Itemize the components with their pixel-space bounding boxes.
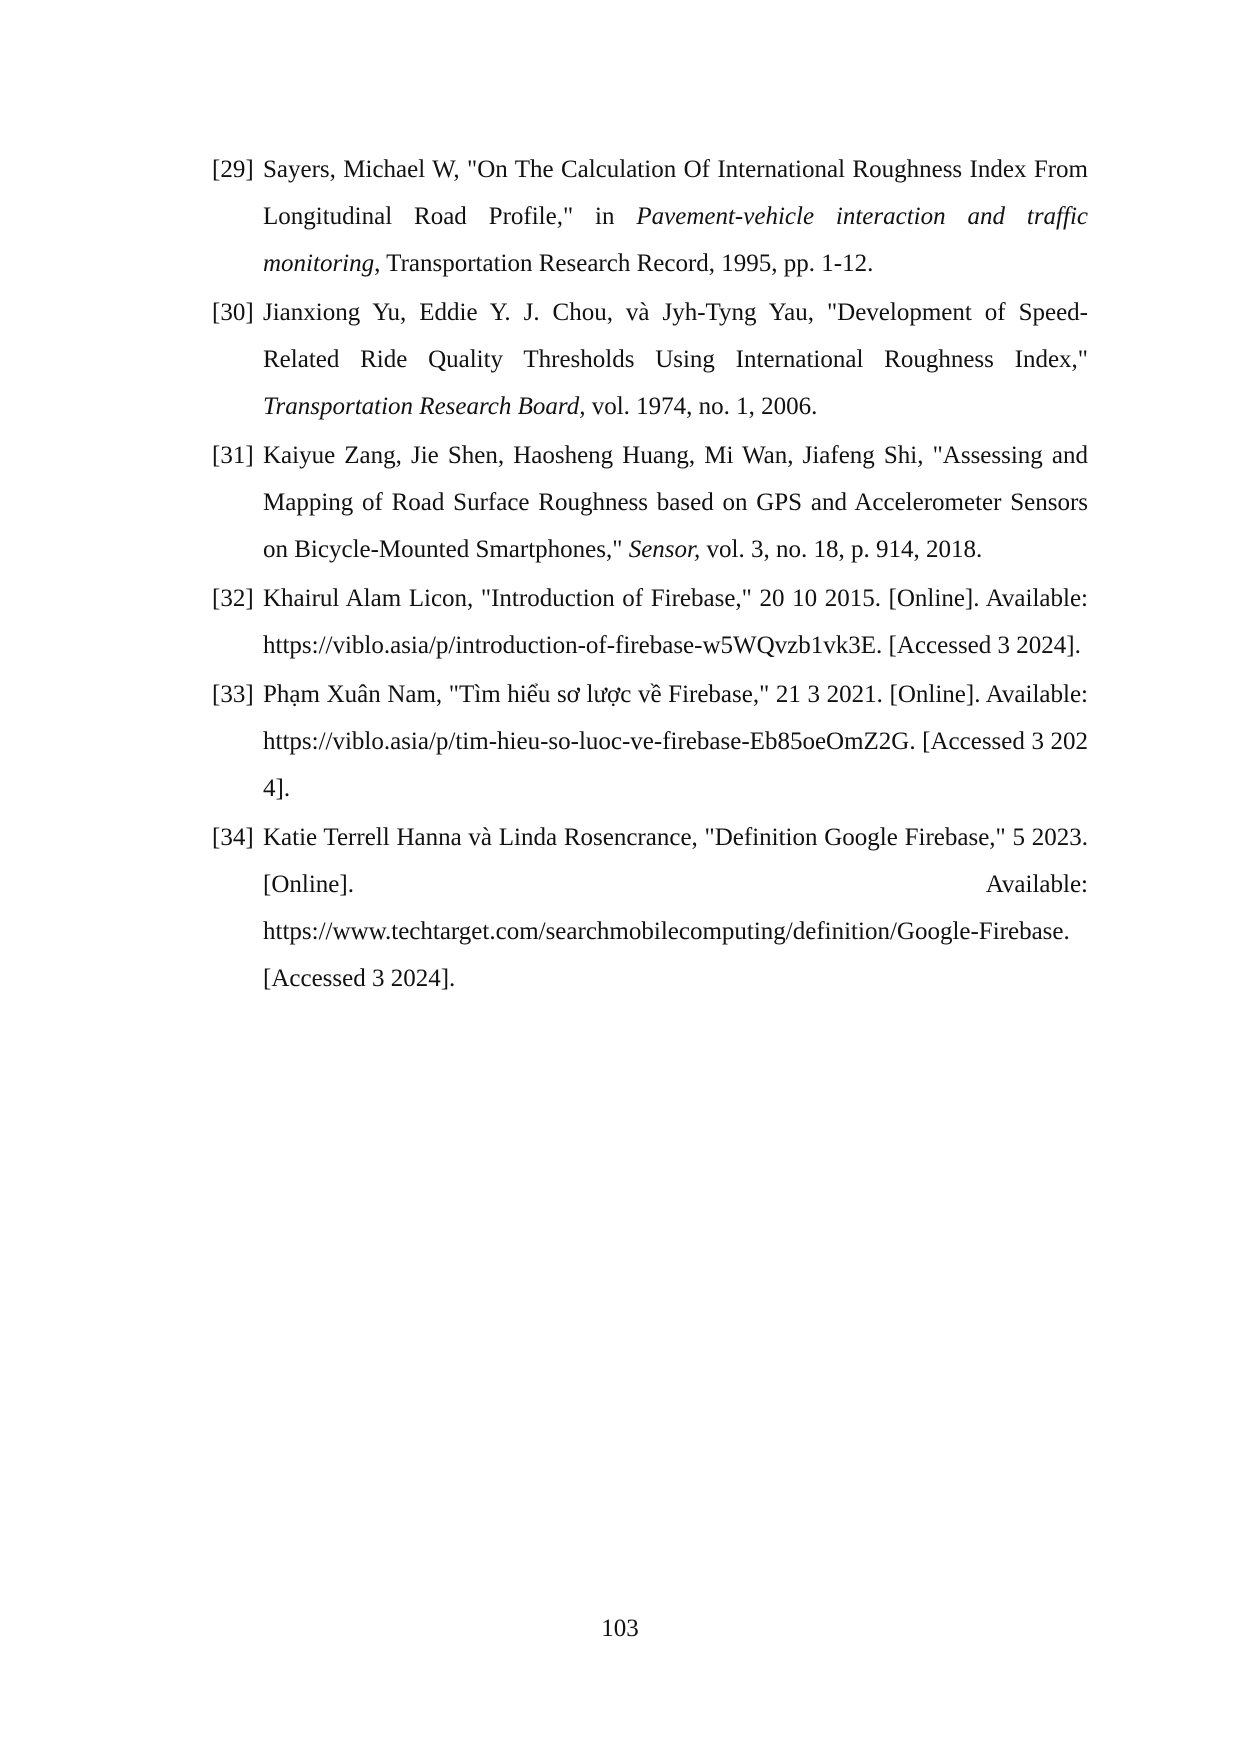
reference-text: Phạm Xuân Nam, "Tìm hiểu sơ lược về Firebase," 21 3 2021. [Online]. Available: https://viblo.asia/p/tim-hieu-so-luoc-ve-firebase-Eb85oeOmZ2G. [Accessed 3 2024]. <box>263 681 1088 802</box>
reference-number: [30] <box>212 299 254 326</box>
reference-number: [33] <box>212 681 254 708</box>
reference-text: Kaiyue Zang, Jie Shen, Haosheng Huang, Mi Wan, Jiafeng Shi, "Assessing and Mapping of Road Surface Roughness based on GPS and Accelerometer Sensors on Bicycle-Mounted Smartphones," <box>263 442 1088 563</box>
reference-text: Jianxiong Yu, Eddie Y. J. Chou, và Jyh-Tyng Yau, "Development of Speed-Related Ride Quality Thresholds Using International Roughness Index," <box>263 299 1088 373</box>
reference-number: [34] <box>212 824 254 851</box>
reference-item-34 <box>212 814 1088 1002</box>
reference-source-title: Pavement-vehicle interaction and traffic monitoring <box>263 203 1088 277</box>
reference-number: [31] <box>212 442 254 469</box>
reference-number: [29] <box>212 156 254 183</box>
reference-item-31 <box>212 432 1088 573</box>
reference-text: Katie Terrell Hanna và Linda Rosencrance, "Definition Google Firebase," 5 2023. [Online]. Available: https://www.techtarget.com/searchmobilecomputing/definition/Google-Firebase. [Accessed 3 2024]. <box>263 824 1088 992</box>
reference-item-32 <box>212 575 1088 669</box>
reference-source-title: Sensor, <box>628 536 701 563</box>
reference-text-tail: , Transportation Research Record, 1995, pp. 1-12. <box>374 250 874 277</box>
reference-source-title: Transportation Research Board, <box>263 393 586 420</box>
reference-number: [32] <box>212 585 254 612</box>
reference-item-29 <box>212 146 1088 287</box>
reference-item-30 <box>212 289 1088 430</box>
reference-text: Khairul Alam Licon, "Introduction of Firebase," 20 10 2015. [Online]. Available: https://viblo.asia/p/introduction-of-firebase-w5WQvzb1vk3E. [Accessed 3 2024]. <box>263 585 1088 659</box>
reference-text-tail: vol. 3, no. 18, p. 914, 2018. <box>700 536 983 563</box>
reference-list <box>212 146 1088 1004</box>
reference-text-tail: vol. 1974, no. 1, 2006. <box>585 393 818 420</box>
reference-text: Sayers, Michael W, "On The Calculation Of International Roughness Index From Longitudinal Road Profile," in <box>263 156 1088 230</box>
page-number: 103 <box>601 1615 639 1642</box>
reference-item-33 <box>212 671 1088 812</box>
